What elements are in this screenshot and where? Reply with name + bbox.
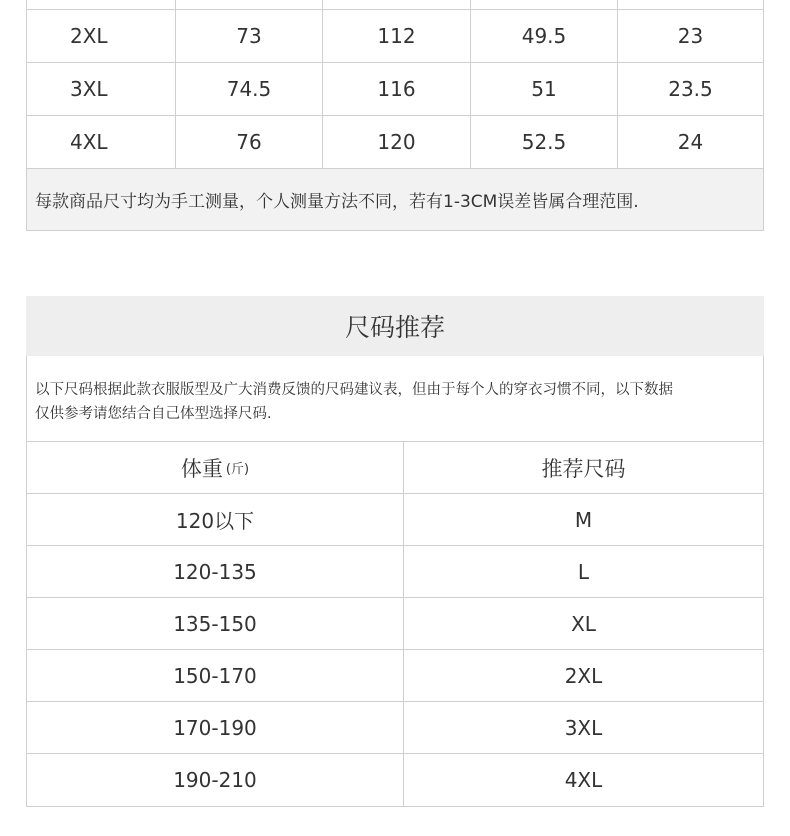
table-row bbox=[27, 116, 763, 169]
size-label: 3XL bbox=[27, 63, 176, 115]
size-column-header: 推荐尺码 bbox=[541, 456, 626, 481]
weight-header-label: 体重 bbox=[180, 456, 223, 481]
measurement-note: 每款商品尺寸均为手工测量，个人测量方法不同，若有1-3CM误差皆属合理范围. bbox=[27, 169, 763, 231]
section-title: 尺码推荐 bbox=[26, 296, 764, 356]
size-cell: 4XL bbox=[564, 768, 603, 792]
description-line: 仅供参考请您结合自己体型选择尺码. bbox=[35, 406, 272, 422]
table-row bbox=[27, 650, 763, 702]
weight-unit-label: (斤) bbox=[225, 462, 250, 477]
description-line: 以下尺码根据此款衣服版型及广大消费反馈的尺码建议表，但由于每个人的穿衣习惯不同，以下数据 bbox=[35, 382, 673, 398]
weight-cell: 120-135 bbox=[27, 546, 404, 597]
table-cell: 112 bbox=[323, 10, 471, 62]
weight-cell: 120以下 bbox=[27, 494, 404, 545]
table-cell: 74.5 bbox=[176, 63, 323, 115]
size-chart-table bbox=[26, 0, 764, 231]
table-cell: 23.5 bbox=[668, 77, 713, 101]
weight-cell: 170-190 bbox=[27, 702, 404, 753]
table-row bbox=[27, 10, 763, 63]
table-row bbox=[27, 598, 763, 650]
weight-column-header bbox=[27, 442, 404, 493]
table-row bbox=[27, 494, 763, 546]
table-cell: 120 bbox=[323, 116, 471, 168]
table-cell: 116 bbox=[323, 63, 471, 115]
table-cell: 51 bbox=[471, 63, 618, 115]
weight-cell: 150-170 bbox=[27, 650, 404, 701]
size-cell: 3XL bbox=[564, 715, 603, 740]
table-row bbox=[27, 546, 763, 598]
size-chart-top-row-fragment bbox=[27, 0, 763, 10]
size-cell: M bbox=[574, 507, 593, 532]
table-row bbox=[27, 63, 763, 116]
table-cell: 23 bbox=[677, 24, 704, 48]
table-cell: 73 bbox=[176, 10, 323, 62]
size-label: 2XL bbox=[27, 10, 176, 62]
table-cell: 76 bbox=[176, 116, 323, 168]
size-label: 4XL bbox=[27, 116, 176, 168]
table-row bbox=[27, 754, 763, 806]
table-cell: 52.5 bbox=[471, 116, 618, 168]
table-cell: 24 bbox=[677, 130, 704, 154]
recommendation-description bbox=[27, 356, 763, 442]
recommendation-table bbox=[26, 356, 764, 807]
table-cell: 49.5 bbox=[471, 10, 618, 62]
weight-cell: 135-150 bbox=[27, 598, 404, 649]
size-cell: L bbox=[577, 559, 590, 584]
size-cell: XL bbox=[571, 611, 596, 636]
table-row bbox=[27, 702, 763, 754]
table-header-row bbox=[27, 442, 763, 494]
size-recommendation-section bbox=[26, 296, 764, 807]
weight-cell: 190-210 bbox=[27, 754, 404, 806]
size-cell: 2XL bbox=[564, 663, 603, 688]
